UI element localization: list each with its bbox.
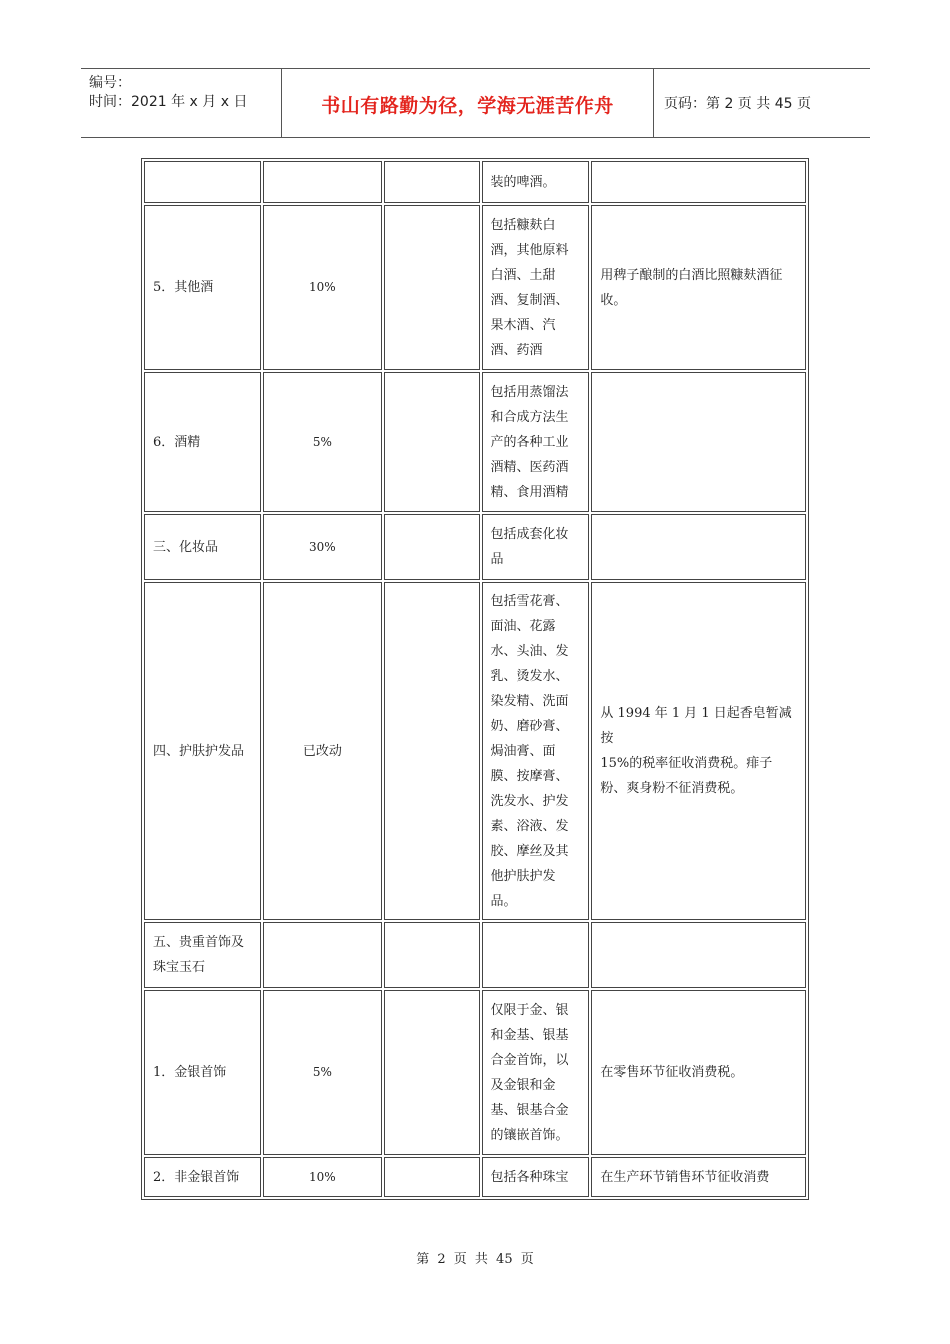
unit-cell <box>384 161 479 203</box>
table-row <box>144 205 806 370</box>
table-row <box>144 1157 806 1197</box>
header-meta <box>81 69 281 137</box>
table-row <box>144 990 806 1155</box>
item-name-cell: 五、贵重首饰及 珠宝玉石 <box>144 922 261 988</box>
doc-number-label: 编号： <box>89 75 131 91</box>
unit-cell <box>384 372 479 512</box>
table-row <box>144 372 806 512</box>
rate-cell: 30% <box>263 514 383 580</box>
note-cell <box>591 161 806 203</box>
scope-cell: 包括雪花膏、 面油、花露 水、头油、发 乳、烫发水、 染发精、洗面 奶、磨砂膏、 焗油膏、面 膜、按摩膏、 洗发水、护发 素、浴液、发 胶、摩丝及其 他护肤护发 品。 <box>482 582 590 920</box>
header-divider <box>653 69 654 137</box>
item-name-cell: 三、化妆品 <box>144 514 261 580</box>
rate-cell: 5% <box>263 372 383 512</box>
header-page-label: 页码：第 2 页 共 45 页 <box>664 96 811 112</box>
rate-cell: 5% <box>263 990 383 1155</box>
table-row <box>144 514 806 580</box>
note-cell <box>591 922 806 988</box>
note-cell <box>591 372 806 512</box>
unit-cell <box>384 990 479 1155</box>
unit-cell <box>384 922 479 988</box>
unit-cell <box>384 205 479 370</box>
doc-time-label: 时间：2021 年 x 月 x 日 <box>89 94 248 110</box>
unit-cell <box>384 1157 479 1197</box>
note-cell: 用稗子酿制的白酒比照糠麸酒征 收。 <box>591 205 806 370</box>
scope-cell: 包括成套化妆 品 <box>482 514 590 580</box>
rate-cell: 10% <box>263 1157 383 1197</box>
table-row <box>144 161 806 203</box>
rate-cell: 已改动 <box>263 582 383 920</box>
tax-rate-table <box>141 158 809 1200</box>
note-cell: 从 1994 年 1 月 1 日起香皂暂减按 15%的税率征收消费税。痱子 粉、爽身粉不征消费税。 <box>591 582 806 920</box>
item-name-cell <box>144 161 261 203</box>
page-footer: 第 2 页 共 45 页 <box>416 1252 534 1267</box>
note-cell: 在零售环节征收消费税。 <box>591 990 806 1155</box>
rate-cell <box>263 922 383 988</box>
scope-cell: 仅限于金、银 和金基、银基 合金首饰，以 及金银和金 基、银基合金 的镶嵌首饰。 <box>482 990 590 1155</box>
scope-cell: 包括用蒸馏法 和合成方法生 产的各种工业 酒精、医药酒 精、食用酒精 <box>482 372 590 512</box>
unit-cell <box>384 582 479 920</box>
rate-cell <box>263 161 383 203</box>
page-header <box>81 68 870 138</box>
note-cell <box>591 514 806 580</box>
item-name-cell: 6．酒精 <box>144 372 261 512</box>
rate-cell: 10% <box>263 205 383 370</box>
item-name-cell: 1．金银首饰 <box>144 990 261 1155</box>
scope-cell: 包括糠麸白 酒，其他原料 白酒、土甜 酒、复制酒、 果木酒、汽 酒、药酒 <box>482 205 590 370</box>
item-name-cell: 2．非金银首饰 <box>144 1157 261 1197</box>
table-row <box>144 582 806 920</box>
scope-cell: 包括各种珠宝 <box>482 1157 590 1197</box>
table-row <box>144 922 806 988</box>
scope-cell: 装的啤酒。 <box>482 161 590 203</box>
note-cell: 在生产环节销售环节征收消费 <box>591 1157 806 1197</box>
unit-cell <box>384 514 479 580</box>
scope-cell <box>482 922 590 988</box>
header-motto: 书山有路勤为径，学海无涯苦作舟 <box>321 95 614 117</box>
item-name-cell: 四、护肤护发品 <box>144 582 261 920</box>
item-name-cell: 5．其他酒 <box>144 205 261 370</box>
